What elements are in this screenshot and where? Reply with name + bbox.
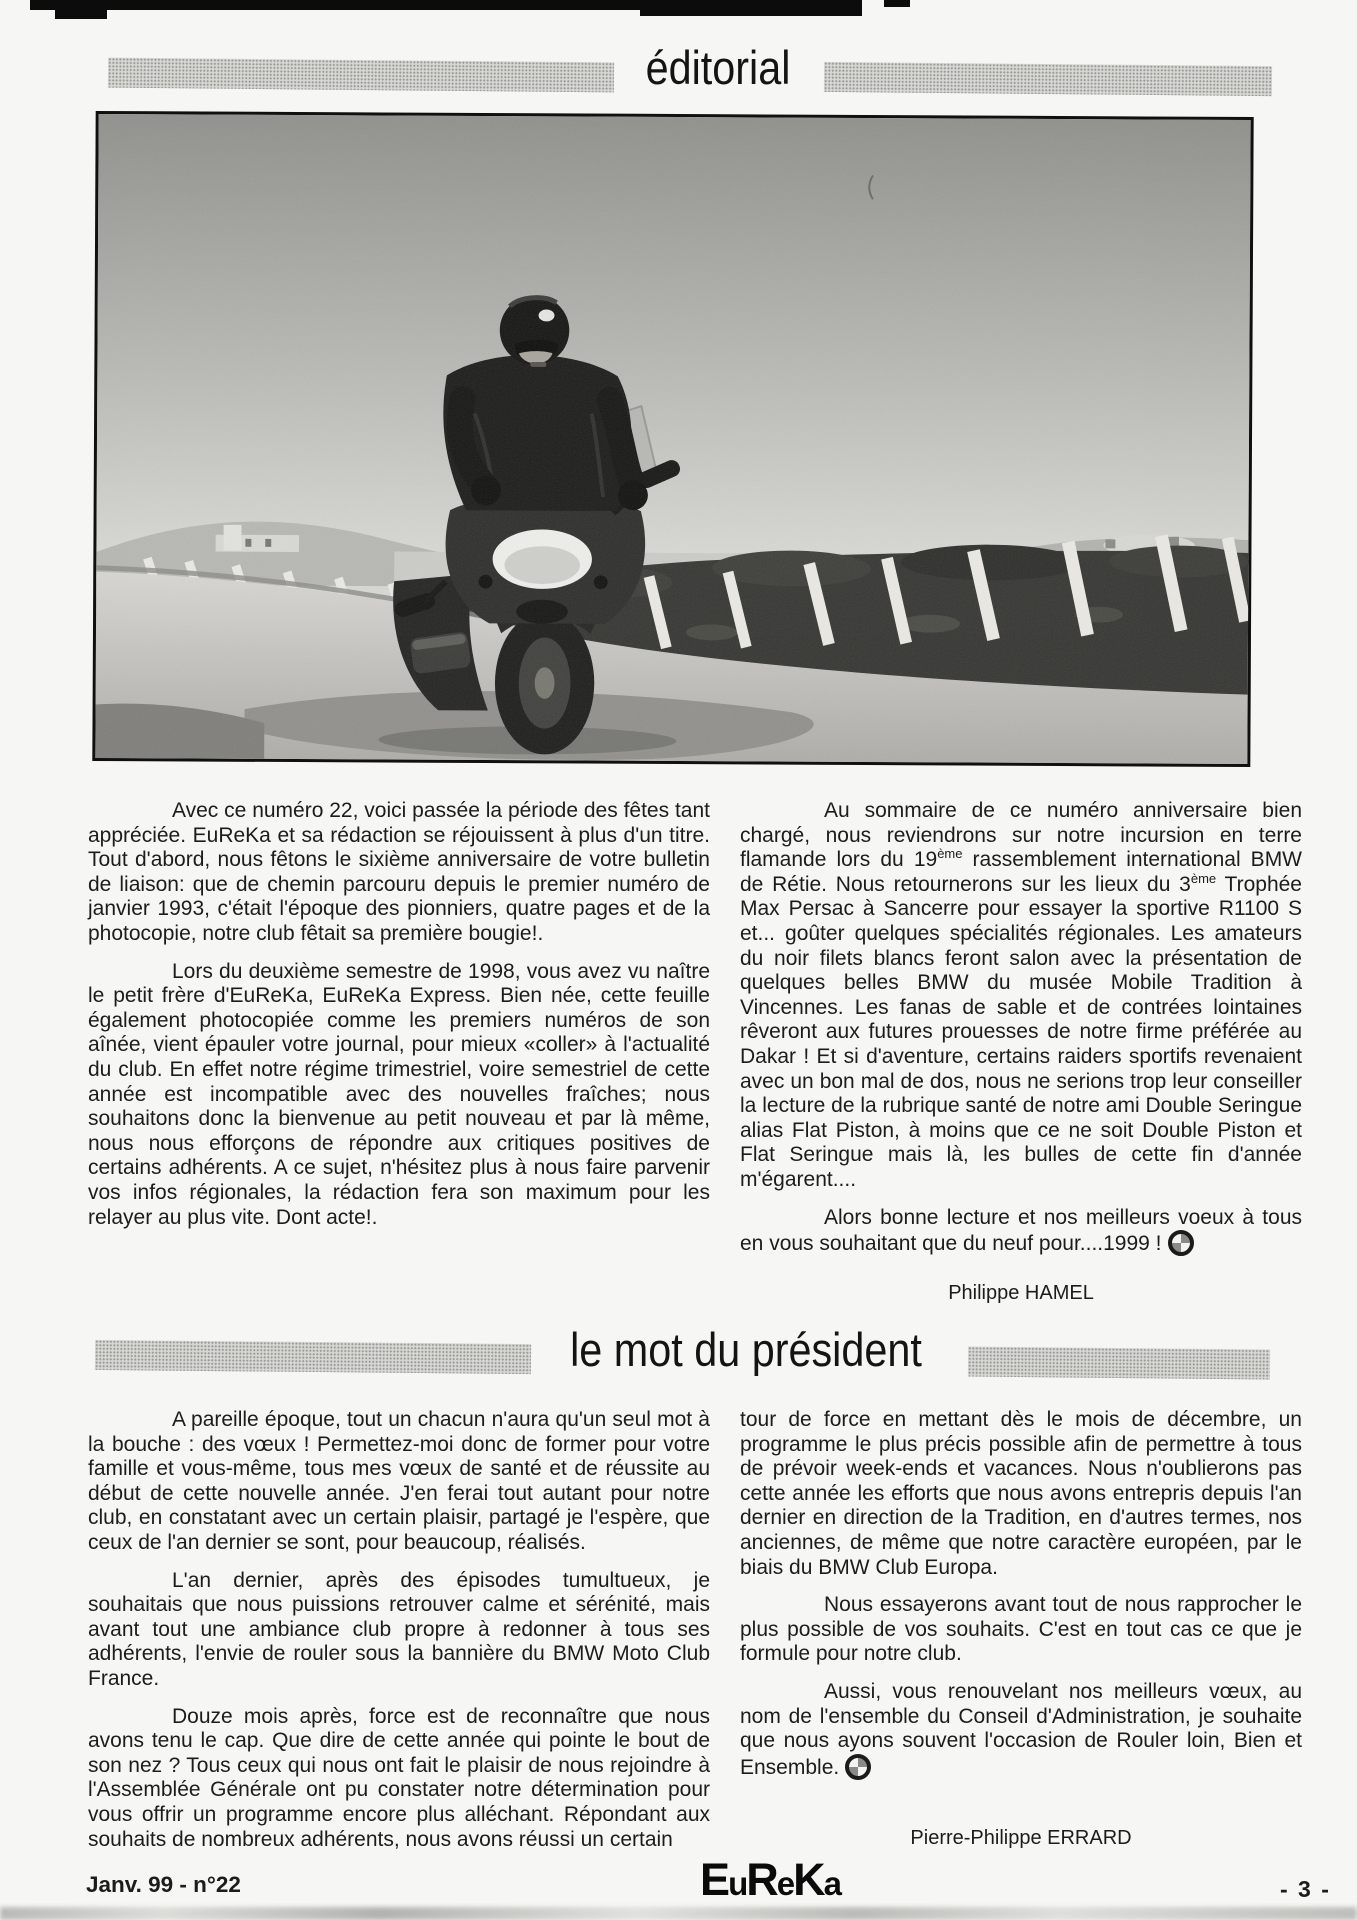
paragraph: A pareille époque, tout un chacun n'aura qu'un seul mot à la bouche : des vœux ! Permettez-moi donc de former pour votre famille et vous-même, tous mes vœux de santé et de réussite au début de cette nouvelle année. J'en ferai tout autant pour notre club, en constatant avec un certain plaisir, partagé je l'espère, que ceux de l'an dernier se sont, pour beaucoup, réalisés. bbox=[88, 1408, 710, 1554]
bmw-roundel-icon bbox=[845, 1754, 871, 1780]
text-segment: Alors bonne lecture et nos meilleurs voeux à tous en vous souhaitant que du neuf pour....1999 ! bbox=[740, 1205, 1302, 1256]
halftone-bar-left bbox=[108, 58, 614, 93]
halftone-bar-right bbox=[968, 1347, 1270, 1380]
eureka-logo bbox=[640, 1854, 900, 1906]
logo-letter: R bbox=[746, 1854, 777, 1905]
paragraph: Avec ce numéro 22, voici passée la période des fêtes tant appréciée. EuReKa et sa rédaction se réjouissent à plus d'un titre. Tout d'abord, nous fêtons le sixième anniversaire de votre bulletin de liaison: que de chemin parcouru depuis le premier numéro de janvier 1993, c'était l'époque des pionniers, quatre pages et de la photocopie, notre club fêtait sa première bougie!. bbox=[88, 799, 710, 945]
motorcyclist-photo bbox=[92, 111, 1253, 767]
logo-letter: u bbox=[728, 1865, 747, 1902]
scan-artifact-bottom bbox=[0, 1907, 1357, 1920]
bmw-roundel-icon bbox=[1168, 1230, 1194, 1256]
superscript: ème bbox=[937, 846, 963, 862]
text-segment: Au sommaire de ce numéro anniversaire bien chargé, nous reviendrons sur notre incursion en terre flamande lors du 19 bbox=[740, 799, 1302, 872]
logo-letter: a bbox=[823, 1865, 840, 1902]
scan-artifact-top bbox=[55, 10, 107, 19]
president-left-column bbox=[88, 1408, 710, 1865]
logo-letter: E bbox=[700, 1854, 729, 1905]
section-title-editorial: éditorial bbox=[645, 41, 791, 94]
signature-errard: Pierre-Philippe ERRARD bbox=[910, 1827, 1132, 1850]
paragraph: Nous essayerons avant tout de nous rapprocher le plus possible de vos souhaits. C'est en tout cas ce que je formule pour notre club. bbox=[740, 1593, 1302, 1666]
paragraph bbox=[740, 1680, 1302, 1780]
paragraph: L'an dernier, après des épisodes tumultueux, je souhaitais que nous puissions retrouver calme et sérénité, mais avant tout une ambiance club propre à redonner à tous ses adhérents, l'envie de rouler sous la bannière du BMW Moto Club France. bbox=[88, 1568, 710, 1690]
photo-illustration bbox=[95, 114, 1250, 764]
editorial-left-column bbox=[88, 799, 710, 1243]
logo-letter: K bbox=[793, 1854, 824, 1905]
signature-hamel: Philippe HAMEL bbox=[948, 1281, 1094, 1304]
issue-label: Janv. 99 - n°22 bbox=[86, 1872, 241, 1897]
text-segment: Aussi, vous renouvelant nos meilleurs vœux, au nom de l'ensemble du Conseil d'Administration, je souhaite que nous ayons souvent l'occasion de Rouler loin, Bien et Ensemble. bbox=[740, 1679, 1302, 1779]
president-right-column bbox=[740, 1408, 1302, 1851]
editorial-right-column bbox=[740, 799, 1302, 1305]
halftone-bar-right bbox=[824, 62, 1272, 96]
film-grain-overlay bbox=[95, 114, 1250, 764]
paragraph: Douze mois après, force est de reconnaître que nous avons tenu le cap. Que dire de cette année qui pointe le bout de son nez ? Tous ceux qui nous ont fait le plaisir de nous rejoindre à l'Assemblée Générale ont pu constater notre détermination pour vous offrir un programme encore plus alléchant. Répondant aux souhaits de nombreux adhérents, nous avons réussi un certain bbox=[88, 1704, 710, 1851]
paragraph: Lors du deuxième semestre de 1998, vous avez vu naître le petit frère d'EuReKa, EuReKa Express. Bien née, cette feuille également photocopiée comme les premiers numéros de son aînée, vient épauler votre journal, pour mieux «coller» à l'actualité du club. En effet notre régime trimestriel, voire semestriel de cette année est incompatible avec des nouvelles fraîches; nous souhaitons donc la bienvenue au petit nouveau et par là même, nous nous efforçons de répondre aux critiques positives de certains adhérents. A ce sujet, n'hésitez plus à nous faire parvenir vos infos régionales, la rédaction fera son maximum pour les relayer au plus vite. Dont acte!. bbox=[88, 959, 710, 1229]
paragraph bbox=[740, 1206, 1302, 1257]
text-segment: rassemblement international BMW de Rétie. Nous retournerons sur les lieux du 3 bbox=[740, 848, 1303, 896]
scan-artifact-top bbox=[640, 10, 862, 16]
text-segment: Trophée Max Persac à Sancerre pour essayer la sportive R1100 S et... goûter quelques spécialités régionales. Les amateurs du noir filets blancs feront salon avec la présentation de quelques belles BMW du musée Mobile Tradition à Vincennes. Les fanas de sable et de contrées lointaines rêveront aux futures prouesses de notre firme préférée au Dakar ! Et si d'aventure, certains raiders sportifs revenaient avec un bon mal de dos, nous ne serions trop leur conseiller la lecture de la rubrique santé de notre ami Double Seringue alias Flat Piston, à moins que ce ne soit Double Piston et Flat Seringue mais là, les bulles de cette fin d'année m'égarent.... bbox=[740, 872, 1302, 1191]
halftone-bar-left bbox=[95, 1340, 531, 1374]
logo-letter: e bbox=[776, 1865, 794, 1902]
section-title-president: le mot du président bbox=[570, 1323, 922, 1376]
scan-artifact-top bbox=[30, 0, 862, 10]
scan-artifact-top bbox=[884, 0, 910, 7]
paragraph bbox=[740, 799, 1302, 1193]
superscript: ème bbox=[1190, 870, 1217, 886]
paragraph: tour de force en mettant dès le mois de décembre, un programme le plus précis possible afin de permettre à tous de prévoir week-ends et vacances. Nous n'oublierons pas cette année les efforts que nous avons entrepris depuis l'an dernier en direction de la Tradition, en d'autres termes, nos anciennes, de même que notre caractère européen, par le biais du BMW Club Europa. bbox=[740, 1408, 1302, 1579]
page-number: - 3 - bbox=[1280, 1876, 1331, 1902]
